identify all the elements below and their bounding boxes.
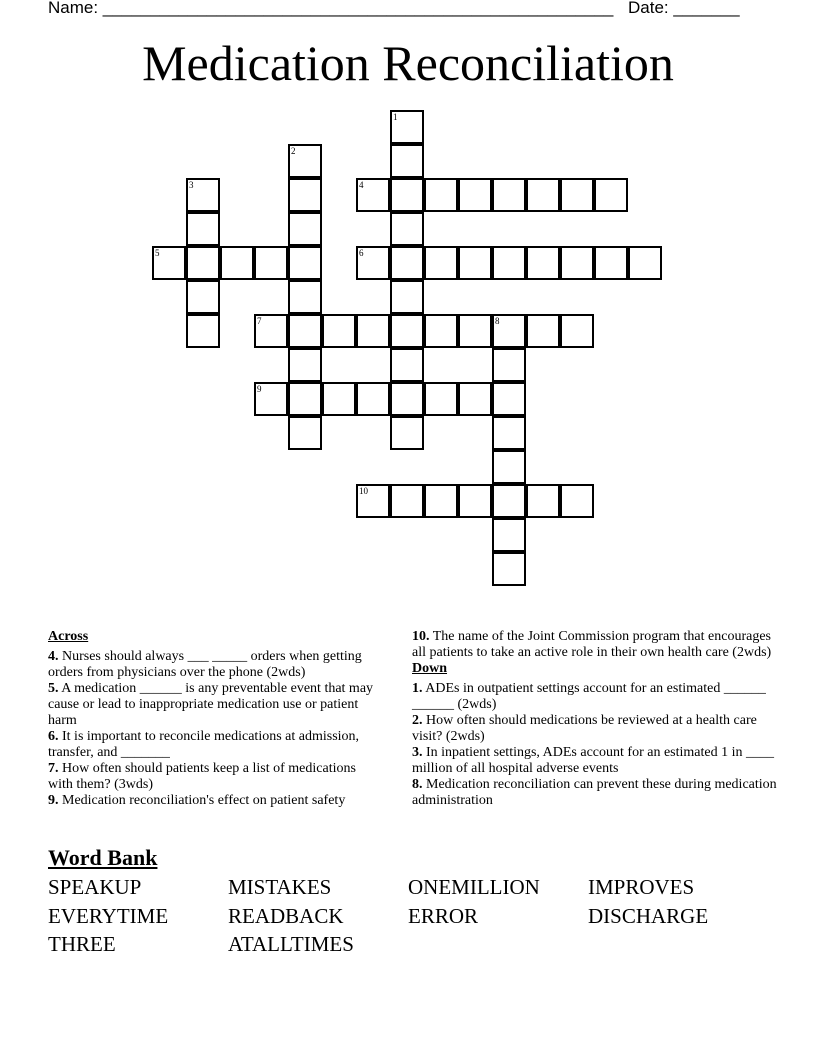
word-bank-item: EVERYTIME <box>48 904 169 928</box>
grid-cell[interactable] <box>390 314 424 348</box>
grid-cell[interactable] <box>390 280 424 314</box>
clue-down-1: 1. ADEs in outpatient settings account for an estimated ______ ______ (2wds) <box>412 681 766 712</box>
grid-cell[interactable] <box>356 314 390 348</box>
grid-cell[interactable] <box>492 450 526 484</box>
grid-cell[interactable] <box>186 280 220 314</box>
grid-cell[interactable] <box>356 484 390 518</box>
grid-cell[interactable] <box>254 382 288 416</box>
grid-cell[interactable] <box>288 178 322 212</box>
grid-cell[interactable] <box>526 484 560 518</box>
date-field-label: Date: _______ <box>628 0 740 17</box>
right-clue-column <box>412 629 777 809</box>
grid-cell[interactable] <box>390 348 424 382</box>
grid-cell[interactable] <box>390 178 424 212</box>
clue-across-5: 5. A medication ______ is any preventable event that may cause or lead to inappropriate medication use or patient harm <box>48 681 374 728</box>
clue-number: 6 <box>359 248 364 258</box>
grid-cell[interactable] <box>458 314 492 348</box>
clue-across-10: 10. The name of the Joint Commission program that encourages all patients to take an active role in their own health care (2wds) <box>412 629 772 660</box>
grid-cell[interactable] <box>390 212 424 246</box>
clue-down-2: 2. How often should medications be reviewed at a health care visit? (2wds) <box>412 713 757 744</box>
grid-cell[interactable] <box>288 212 322 246</box>
grid-cell[interactable] <box>492 314 526 348</box>
clue-number: 5 <box>155 248 160 258</box>
word-bank-item: ATALLTIMES <box>228 932 354 956</box>
word-bank-item: ERROR <box>408 904 479 928</box>
grid-cell[interactable] <box>356 382 390 416</box>
grid-cell[interactable] <box>560 314 594 348</box>
grid-cell[interactable] <box>186 178 220 212</box>
grid-cell[interactable] <box>628 246 662 280</box>
grid-cell[interactable] <box>424 484 458 518</box>
clue-down-8: 8. Medication reconciliation can prevent these during medication administration <box>412 777 777 808</box>
clue-number: 8 <box>495 316 500 326</box>
clue-number: 3 <box>189 180 194 190</box>
across-clues <box>48 629 383 809</box>
word-bank-item: SPEAKUP <box>48 875 142 899</box>
grid-cell[interactable] <box>390 382 424 416</box>
clue-across-4: 4. Nurses should always ___ _____ orders when getting orders from physicians over the phone (2wds) <box>48 649 362 680</box>
grid-cell[interactable] <box>526 246 560 280</box>
clue-number: 1 <box>393 112 398 122</box>
grid-cell[interactable] <box>560 484 594 518</box>
clue-down-3: 3. In inpatient settings, ADEs account for an estimated 1 in ____ million of all hospital adverse events <box>412 745 774 776</box>
grid-cell[interactable] <box>390 144 424 178</box>
grid-cell[interactable] <box>186 314 220 348</box>
grid-cell[interactable] <box>424 382 458 416</box>
grid-cell[interactable] <box>458 382 492 416</box>
across-heading: Across <box>48 629 89 644</box>
grid-cell[interactable] <box>424 314 458 348</box>
grid-cell[interactable] <box>390 110 424 144</box>
clue-number: 9 <box>257 384 262 394</box>
page-title: Medication Reconciliation <box>142 35 674 91</box>
grid-cell[interactable] <box>526 178 560 212</box>
grid-cell[interactable] <box>458 484 492 518</box>
word-bank-item: MISTAKES <box>228 875 332 899</box>
grid-cell[interactable] <box>390 246 424 280</box>
grid-cell[interactable] <box>492 518 526 552</box>
word-bank-item: ONEMILLION <box>408 875 540 899</box>
grid-cell[interactable] <box>492 348 526 382</box>
grid-cell[interactable] <box>288 348 322 382</box>
grid-cell[interactable] <box>594 178 628 212</box>
name-field-label: Name: ______________________________________________________ <box>48 0 614 17</box>
clue-across-6: 6. It is important to reconcile medications at admission, transfer, and _______ <box>48 729 360 760</box>
grid-cell[interactable] <box>560 246 594 280</box>
grid-cell[interactable] <box>254 314 288 348</box>
grid-cell[interactable] <box>186 212 220 246</box>
clue-number: 2 <box>291 146 296 156</box>
word-bank-item: READBACK <box>228 904 344 928</box>
clue-across-7: 7. How often should patients keep a list of medications with them? (3wds) <box>48 761 356 792</box>
grid-cell[interactable] <box>492 416 526 450</box>
word-bank-item: THREE <box>48 932 116 956</box>
grid-cell[interactable] <box>390 484 424 518</box>
clue-number: 10 <box>359 486 368 496</box>
grid-cell[interactable] <box>424 178 458 212</box>
grid-cell[interactable] <box>458 178 492 212</box>
clue-across-9: 9. Medication reconciliation's effect on patient safety <box>48 793 346 808</box>
grid-cell[interactable] <box>492 382 526 416</box>
grid-cell[interactable] <box>322 314 356 348</box>
grid-cell[interactable] <box>594 246 628 280</box>
grid-cell[interactable] <box>560 178 594 212</box>
word-bank-item: DISCHARGE <box>588 904 709 928</box>
clue-number: 7 <box>257 316 262 326</box>
grid-cell[interactable] <box>186 246 220 280</box>
grid-cell[interactable] <box>390 416 424 450</box>
grid-cell[interactable] <box>356 246 390 280</box>
grid-cell[interactable] <box>492 178 526 212</box>
grid-cell[interactable] <box>288 280 322 314</box>
grid-cell[interactable] <box>492 246 526 280</box>
grid-cell[interactable] <box>254 246 288 280</box>
grid-cell[interactable] <box>458 246 492 280</box>
grid-cell[interactable] <box>220 246 254 280</box>
grid-cell[interactable] <box>288 246 322 280</box>
grid-cell[interactable] <box>152 246 186 280</box>
grid-cell[interactable] <box>288 144 322 178</box>
grid-cell[interactable] <box>288 314 322 348</box>
word-bank-title: Word Bank <box>48 845 158 870</box>
grid-cell[interactable] <box>492 484 526 518</box>
grid-cell[interactable] <box>322 382 356 416</box>
down-heading: Down <box>412 661 448 676</box>
grid-cell[interactable] <box>288 382 322 416</box>
grid-cell[interactable] <box>492 552 526 586</box>
grid-cell[interactable] <box>288 416 322 450</box>
grid-cell[interactable] <box>526 314 560 348</box>
grid-cell[interactable] <box>356 178 390 212</box>
grid-cell[interactable] <box>424 246 458 280</box>
clue-number: 4 <box>359 180 364 190</box>
word-bank-item: IMPROVES <box>588 875 695 899</box>
